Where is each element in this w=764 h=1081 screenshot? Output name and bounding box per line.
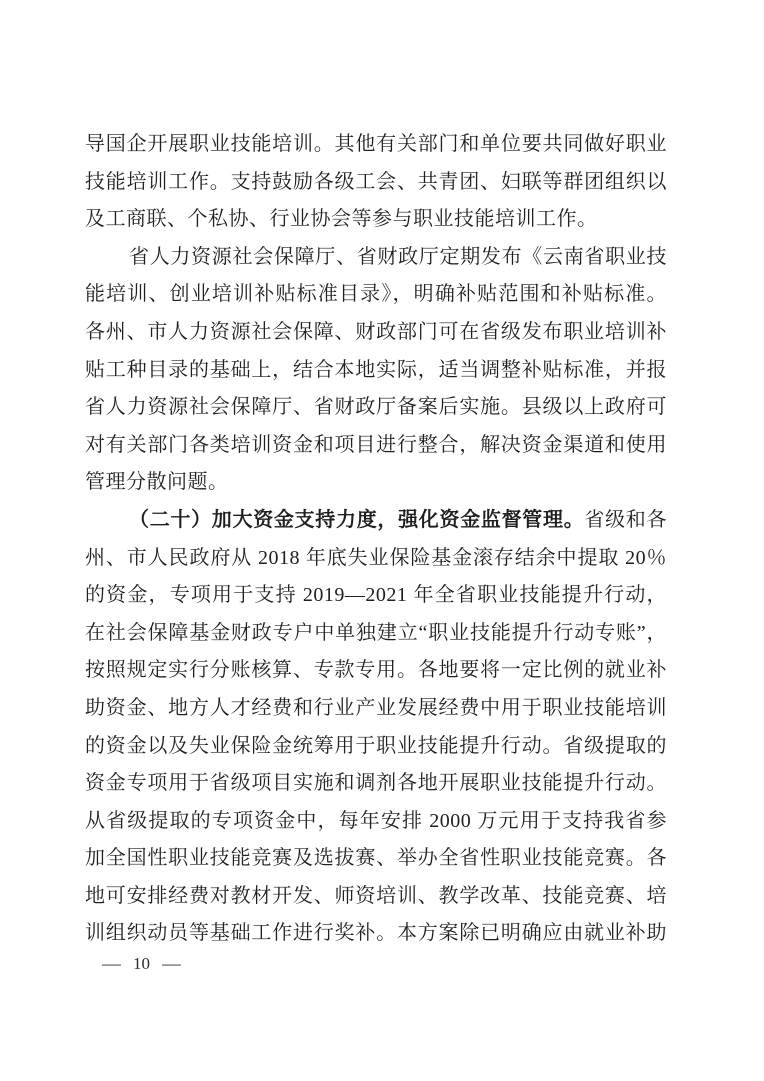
text-line bbox=[85, 728, 667, 766]
text-line-content: 省人力资源社会保障厅、省财政厅备案后实施。县级以上政府可 bbox=[85, 396, 667, 419]
text-line-content: 导国企开展职业技能培训。其他有关部门和单位要共同做好职业 bbox=[85, 133, 667, 155]
text-line-content: 资金专项用于省级项目实施和调剂各地开展职业技能提升行动。 bbox=[85, 772, 667, 795]
text-line-content: 省人力资源社会保障厅、省财政厅定期发布《云南省职业技 bbox=[129, 245, 667, 268]
text-line bbox=[85, 803, 667, 841]
page-footer bbox=[103, 950, 180, 978]
text-line bbox=[85, 840, 667, 878]
text-line-content: 的资金，专项用于支持 2019—2021 年全省职业技能提升行动， bbox=[85, 584, 667, 607]
text-line bbox=[85, 878, 667, 916]
footer-dash-right: — bbox=[162, 954, 181, 973]
text-line bbox=[85, 352, 667, 390]
text-line-content: 的资金以及失业保险金统筹用于职业技能提升行动。省级提取的 bbox=[85, 734, 667, 757]
text-line bbox=[85, 540, 667, 578]
text-line bbox=[85, 765, 667, 803]
text-line bbox=[85, 201, 667, 239]
text-line-content: 州、市人民政府从 2018 年底失业保险基金滚存结余中提取 20％ bbox=[85, 546, 667, 569]
text-line bbox=[85, 915, 667, 953]
text-line-content: 按照规定实行分账核算、专款专用。各地要将一定比例的就业补 bbox=[85, 659, 667, 682]
text-line bbox=[85, 276, 667, 314]
text-line bbox=[85, 464, 667, 502]
text-line bbox=[85, 126, 667, 164]
text-line-content: 贴工种目录的基础上，结合本地实际，适当调整补贴标准，并报 bbox=[85, 358, 667, 381]
text-line bbox=[85, 690, 667, 728]
text-line-content: 加全国性职业技能竞赛及选拔赛、举办全省性职业技能竞赛。各 bbox=[85, 847, 667, 870]
text-line-content: 从省级提取的专项资金中，每年安排 2000 万元用于支持我省参 bbox=[85, 809, 667, 832]
text-line bbox=[85, 427, 667, 465]
text-line bbox=[85, 239, 667, 277]
text-line bbox=[85, 314, 667, 352]
text-line-content: 训组织动员等基础工作进行奖补。本方案除已明确应由就业补助 bbox=[85, 922, 667, 945]
text-line-content: 在社会保障基金财政专户中单独建立“职业技能提升行动专账”， bbox=[85, 621, 667, 644]
text-line bbox=[85, 164, 667, 202]
text-line-content: 技能培训工作。支持鼓励各级工会、共青团、妇联等群团组织以 bbox=[85, 170, 667, 193]
text-line-content: 各州、市人力资源社会保障、财政部门可在省级发布职业培训补 bbox=[85, 320, 667, 343]
text-line bbox=[85, 502, 667, 540]
text-line-content: 管理分散问题。 bbox=[85, 471, 229, 494]
footer-dash-left: — bbox=[102, 954, 121, 973]
text-line bbox=[85, 389, 667, 427]
text-line-content: 对有关部门各类培训资金和项目进行整合，解决资金渠道和使用 bbox=[85, 433, 667, 456]
text-line-content: 地可安排经费对教材开发、师资培训、教学改革、技能竞赛、培 bbox=[85, 884, 667, 907]
document-body bbox=[85, 126, 667, 953]
page-number: 10 bbox=[133, 954, 150, 973]
text-line-content: 能培训、创业培训补贴标准目录》，明确补贴范围和补贴标准。 bbox=[85, 283, 667, 306]
text-line-content: 及工商联、个私协、行业协会等参与职业技能培训工作。 bbox=[85, 208, 598, 231]
text-line bbox=[85, 615, 667, 653]
text-line-content: 省级和各 bbox=[584, 508, 667, 531]
text-line bbox=[85, 577, 667, 615]
text-line bbox=[85, 652, 667, 690]
text-line-content: 助资金、地方人才经费和行业产业发展经费中用于职业技能培训 bbox=[85, 696, 667, 719]
section-20-heading: （二十）加大资金支持力度，强化资金监督管理。 bbox=[129, 508, 585, 531]
